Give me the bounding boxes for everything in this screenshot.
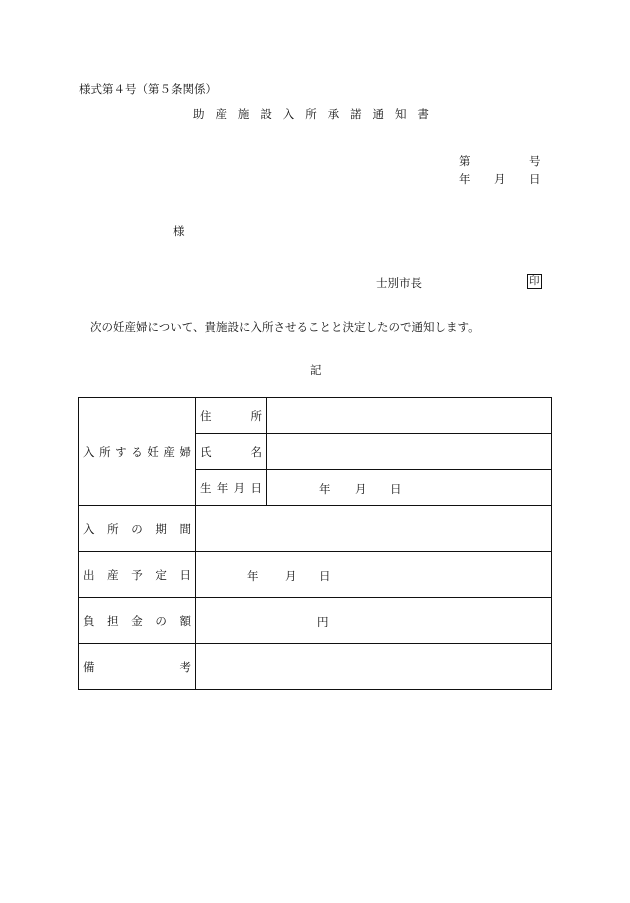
label-char: 考 <box>179 659 191 674</box>
due-date-field[interactable] <box>196 552 552 598</box>
period-label <box>79 506 196 552</box>
title-char: 産 <box>215 107 238 121</box>
due-date-label <box>79 552 196 598</box>
title-char: 書 <box>417 107 440 121</box>
addressee-honorific: 様 <box>173 224 185 238</box>
remarks-label <box>79 644 196 690</box>
period-field[interactable] <box>196 506 552 552</box>
label-char: 日 <box>250 480 262 495</box>
pregnant-woman-label <box>79 398 196 506</box>
label-char: 定 <box>155 567 167 582</box>
label-char: 産 <box>107 567 119 582</box>
fee-unit: 円 <box>317 614 329 629</box>
label-char: の <box>155 613 167 628</box>
fee-field[interactable] <box>196 598 552 644</box>
date-day: 日 <box>529 172 541 186</box>
label-char: 負 <box>83 613 95 628</box>
label-char: 間 <box>179 521 191 536</box>
label-char: 入 <box>83 444 95 459</box>
title-char: 施 <box>237 107 261 121</box>
address-field[interactable] <box>267 398 552 434</box>
due-year: 年 <box>247 568 259 583</box>
label-char: 月 <box>233 480 246 495</box>
fee-label <box>79 598 196 644</box>
date-year: 年 <box>459 172 471 186</box>
title-char: 知 <box>394 107 418 121</box>
birth-month: 月 <box>355 481 367 496</box>
label-char: 住 <box>200 408 212 423</box>
label-char: 名 <box>250 444 262 459</box>
label-char: 期 <box>155 521 167 536</box>
name-label <box>196 434 267 470</box>
body-text: 次の妊産婦について、貴施設に入所させることと決定したので通知します。 <box>90 320 480 334</box>
label-char: 所 <box>250 408 262 423</box>
name-field[interactable] <box>267 434 552 470</box>
form-number: 様式第４号（第５条関係） <box>79 82 217 96</box>
label-char: 備 <box>83 659 95 674</box>
title-char: 所 <box>305 107 328 121</box>
remarks-field[interactable] <box>196 644 552 690</box>
number-label: 第 <box>459 154 471 168</box>
birth-year: 年 <box>319 481 331 496</box>
label-char: 氏 <box>200 444 212 459</box>
birth-date-label <box>196 470 267 506</box>
birth-date-field[interactable] <box>267 470 552 506</box>
label-char: 額 <box>179 613 191 628</box>
title-char: 助 <box>193 107 216 121</box>
due-month: 月 <box>285 568 297 583</box>
title-char: 承 <box>327 107 351 121</box>
label-char: 所 <box>99 444 111 459</box>
label-char: の <box>131 521 143 536</box>
label-char: 生 <box>200 480 212 495</box>
title-char: 設 <box>260 107 283 121</box>
label-char: 担 <box>107 613 119 628</box>
notice-table <box>78 397 552 690</box>
ki-heading: 記 <box>310 363 322 377</box>
issuer-name: 士別市長 <box>376 276 422 290</box>
label-char: 日 <box>179 567 191 582</box>
label-char: 金 <box>131 613 143 628</box>
label-char: る <box>131 444 143 459</box>
label-char: 産 <box>163 444 175 459</box>
label-char: 妊 <box>147 444 159 459</box>
title-char: 入 <box>282 107 306 121</box>
number-suffix: 号 <box>529 154 541 168</box>
title-char: 諾 <box>350 107 373 121</box>
label-char: 出 <box>83 567 95 582</box>
birth-day: 日 <box>390 481 402 496</box>
address-label <box>196 398 267 434</box>
seal-mark: 印 <box>529 275 540 287</box>
label-char: 所 <box>107 521 119 536</box>
document-title <box>193 106 440 122</box>
label-char: 婦 <box>179 444 191 459</box>
date-month: 月 <box>494 172 506 186</box>
label-char: 年 <box>216 480 229 495</box>
label-char: 予 <box>131 567 143 582</box>
label-char: す <box>115 444 127 459</box>
title-char: 通 <box>372 107 395 121</box>
label-char: 入 <box>83 521 95 536</box>
due-day: 日 <box>319 568 331 583</box>
